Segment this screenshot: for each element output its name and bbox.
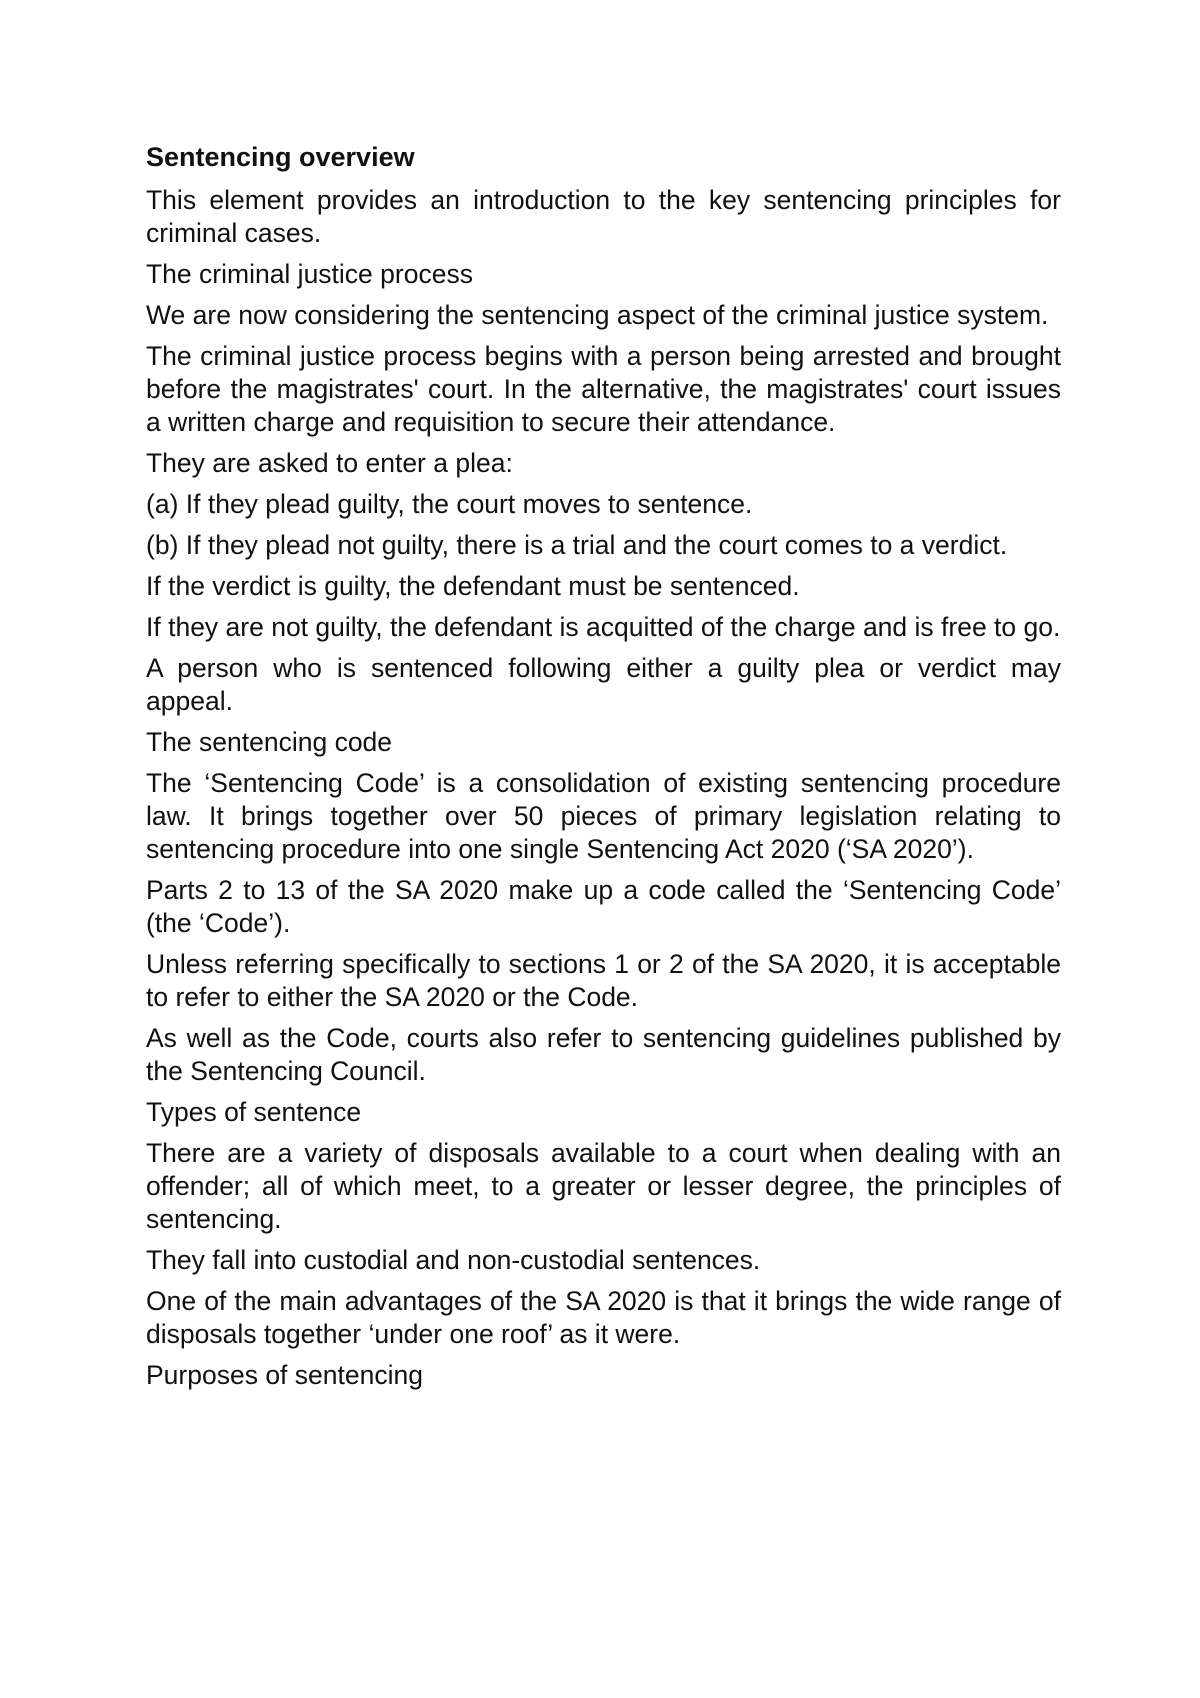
paragraph: Parts 2 to 13 of the SA 2020 make up a code called the ‘Sentencing Code’ (the ‘Code’).: [146, 875, 1061, 938]
paragraph: A person who is sentenced following either a guilty plea or verdict may appeal.: [146, 653, 1061, 716]
list-item-b: (b) If they plead not guilty, there is a trial and the court comes to a verdict.: [146, 530, 1008, 560]
intro-paragraph: This element provides an introduction to the key sentencing principles for criminal cases.: [146, 185, 1061, 248]
paragraph: They fall into custodial and non-custodial sentences.: [146, 1245, 761, 1275]
paragraph: If the verdict is guilty, the defendant must be sentenced.: [146, 571, 800, 601]
paragraph: They are asked to enter a plea:: [146, 448, 513, 478]
section-heading-criminal-justice-process: The criminal justice process: [146, 259, 473, 289]
paragraph: The criminal justice process begins with a person being arrested and brought before the magistrates' court. In the alternative, the magistrates' court issues a written charge and requisition to secure their attendance.: [146, 341, 1061, 437]
paragraph: We are now considering the sentencing aspect of the criminal justice system.: [146, 300, 1049, 330]
paragraph: There are a variety of disposals available to a court when dealing with an offender; all of which meet, to a greater or lesser degree, the principles of sentencing.: [146, 1138, 1061, 1234]
paragraph: Unless referring specifically to sections 1 or 2 of the SA 2020, it is acceptable to refer to either the SA 2020 or the Code.: [146, 949, 1061, 1012]
section-heading-purposes-of-sentencing: Purposes of sentencing: [146, 1360, 423, 1390]
paragraph: The ‘Sentencing Code’ is a consolidation of existing sentencing procedure law. It brings together over 50 pieces of primary legislation relating to sentencing procedure into one single Sentencing Act 2020 (‘SA 2020’).: [146, 768, 1061, 864]
paragraph: One of the main advantages of the SA 2020 is that it brings the wide range of disposals together ‘under one roof’ as it were.: [146, 1286, 1061, 1349]
paragraph: As well as the Code, courts also refer to sentencing guidelines published by the Sentencing Council.: [146, 1023, 1061, 1086]
paragraph: If they are not guilty, the defendant is acquitted of the charge and is free to go.: [146, 612, 1061, 642]
document-title: Sentencing overview: [146, 142, 415, 172]
section-heading-sentencing-code: The sentencing code: [146, 727, 393, 757]
document-page: [146, 140, 1061, 1400]
list-item-a: (a) If they plead guilty, the court moves to sentence.: [146, 489, 753, 519]
section-heading-types-of-sentence: Types of sentence: [146, 1097, 362, 1127]
